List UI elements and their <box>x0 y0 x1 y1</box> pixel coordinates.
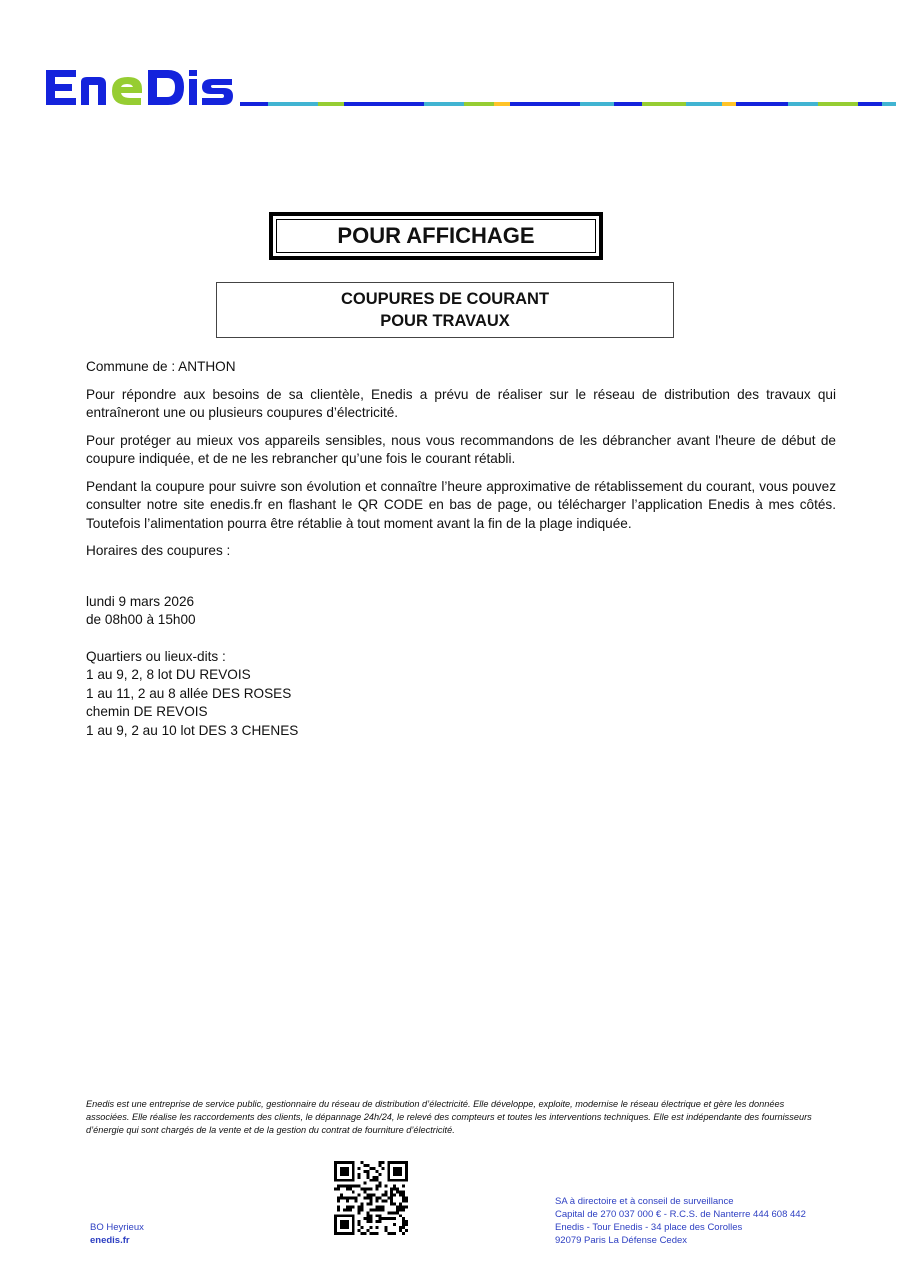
stripe-segment <box>722 102 736 106</box>
stripe-segment <box>580 102 614 106</box>
stripe-segment <box>424 102 464 106</box>
stripe-segment <box>858 102 882 106</box>
stripe-segment <box>882 102 896 106</box>
commune-line: Commune de : ANTHON <box>86 359 236 374</box>
zone-item: 1 au 9, 2, 8 lot DU REVOIS <box>86 667 251 682</box>
stripe-segment <box>788 102 818 106</box>
horaires-label: Horaires des coupures : <box>86 543 231 558</box>
stripe-segment <box>404 102 424 106</box>
stripe-segment <box>736 102 788 106</box>
stripe-segment <box>268 102 318 106</box>
stripe-segment <box>642 102 686 106</box>
affected-zones <box>86 648 836 741</box>
stripe-segment <box>686 102 722 106</box>
zone-item: 1 au 9, 2 au 10 lot DES 3 CHENES <box>86 722 299 738</box>
notice-title: POUR AFFICHAGE <box>276 219 596 253</box>
stripe-segment <box>818 102 858 106</box>
stripe-segment <box>494 102 510 106</box>
zones-label: Quartiers ou lieux-dits : <box>86 648 226 664</box>
legal-notice: Enedis est une entreprise de service public, gestionnaire du réseau de distribution d’électricité. Elle développe, exploite, modernise le réseau électrique et gère les données associées. Elle réalise les raccordements des clients, le dépannage 24h/24, le relevé des compteurs et toutes les interventions techniques. Elle est indépendante des fournisseurs d’énergie qui sont chargés de la vente et de la gestion du contrat de fourniture d’électricité. <box>86 1099 812 1135</box>
notice-body <box>86 358 836 740</box>
footer-office-block <box>90 1221 144 1247</box>
website-link[interactable]: enedis.fr <box>90 1235 130 1246</box>
paragraph-tracking: Pendant la coupure pour suivre son évolution et connaître l’heure approximative de rétablissement du courant, vous pouvez consulter notre site enedis.fr en flashant le QR CODE en bas de page, ou télécharger l’application Enedis à mes côtés. Toutefois l’alimentation pourra être rétablie à tout moment avant la fin de la plage indiquée. <box>86 478 836 531</box>
zone-item: 1 au 11, 2 au 8 allée DES ROSES <box>86 685 292 701</box>
pour-affichage-box <box>269 212 603 260</box>
stripe-segment <box>344 102 404 106</box>
notice-subtitle-line1: COUPURES DE COURANT <box>340 290 550 308</box>
office-name: BO Heyrieux <box>90 1222 144 1233</box>
company-line: SA à directoire et à conseil de surveillance <box>555 1196 734 1207</box>
company-line: Capital de 270 037 000 € - R.C.S. de Nanterre 444 608 442 <box>555 1209 806 1220</box>
zone-item: chemin DE REVOIS <box>86 704 208 719</box>
outage-time: de 08h00 à 15h00 <box>86 612 196 627</box>
notice-subtitle-box <box>216 282 674 338</box>
stripe-segment <box>318 102 344 106</box>
notice-subtitle-line2: POUR TRAVAUX <box>380 312 510 330</box>
paragraph-protection: Pour protéger au mieux vos appareils sensibles, nous vous recommandons de les débrancher avant l'heure de début de coupure indiquée, et de ne les rebrancher qu’une fois le courant rétabli. <box>86 432 836 466</box>
outage-date: lundi 9 mars 2026 <box>86 593 195 609</box>
stripe-segment <box>464 102 494 106</box>
paragraph-intro: Pour répondre aux besoins de sa clientèle, Enedis a prévu de réaliser sur le réseau de distribution des travaux qui entraîneront une ou plusieurs coupures d’électricité. <box>86 386 836 420</box>
header-color-stripe <box>240 102 896 106</box>
stripe-segment <box>510 102 580 106</box>
company-line: Enedis - Tour Enedis - 34 place des Corolles <box>555 1222 743 1233</box>
qr-code-icon[interactable] <box>334 1161 408 1235</box>
enedis-logo <box>44 66 234 108</box>
company-line: 92079 Paris La Défense Cedex <box>555 1235 688 1246</box>
stripe-segment <box>614 102 642 106</box>
stripe-segment <box>240 102 268 106</box>
outage-schedule <box>86 593 836 630</box>
company-info <box>555 1195 806 1247</box>
